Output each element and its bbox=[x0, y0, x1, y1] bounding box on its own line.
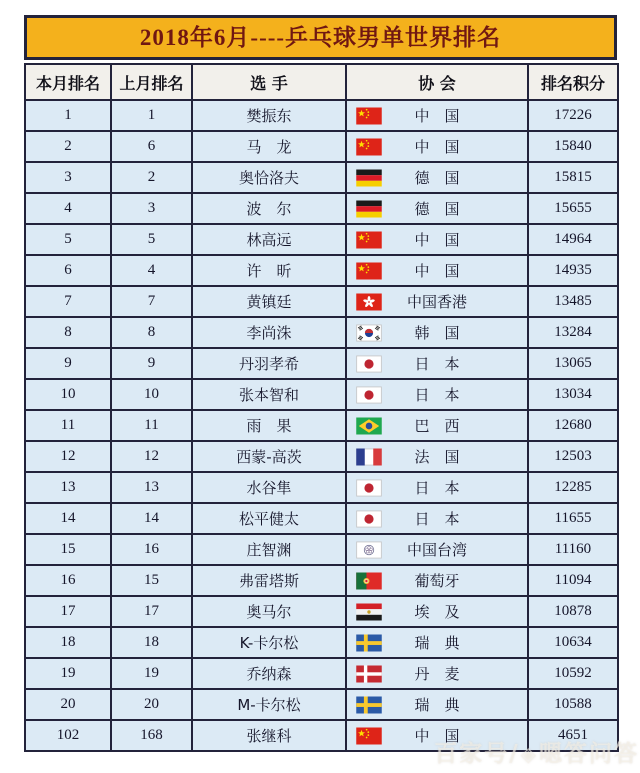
table-row bbox=[25, 441, 618, 472]
association-cell bbox=[346, 503, 528, 534]
rank-cell: 16 bbox=[25, 565, 111, 596]
player-cell: 马 龙 bbox=[192, 131, 346, 162]
column-header-previous-rank: 上月排名 bbox=[111, 64, 192, 100]
table-row bbox=[25, 627, 618, 658]
association-cell bbox=[346, 224, 528, 255]
prev-rank-cell: 5 bbox=[111, 224, 192, 255]
points-cell: 10878 bbox=[528, 596, 618, 627]
china-flag-icon bbox=[356, 231, 382, 248]
japan-flag-icon bbox=[356, 510, 382, 527]
association-cell bbox=[346, 379, 528, 410]
baijiahao-logo-icon: ◈ bbox=[520, 742, 538, 766]
association-name: 中国香港 bbox=[406, 293, 467, 311]
rank-cell: 11 bbox=[25, 410, 111, 441]
egypt-flag-icon bbox=[356, 603, 382, 620]
rank-cell: 18 bbox=[25, 627, 111, 658]
prev-rank-cell: 19 bbox=[111, 658, 192, 689]
association-cell bbox=[346, 565, 528, 596]
association-cell bbox=[346, 286, 528, 317]
column-header-player: 选 手 bbox=[192, 64, 346, 100]
prev-rank-cell: 12 bbox=[111, 441, 192, 472]
points-cell: 11160 bbox=[528, 534, 618, 565]
association-cell bbox=[346, 317, 528, 348]
player-cell: 庄智渊 bbox=[192, 534, 346, 565]
player-cell: 水谷隼 bbox=[192, 472, 346, 503]
player-cell: M-卡尔松 bbox=[192, 689, 346, 720]
table-row bbox=[25, 565, 618, 596]
rank-cell: 6 bbox=[25, 255, 111, 286]
association-name: 日 本 bbox=[414, 386, 460, 404]
china-flag-icon bbox=[356, 262, 382, 279]
table-row bbox=[25, 255, 618, 286]
association-cell bbox=[346, 348, 528, 379]
france-flag-icon bbox=[356, 448, 382, 465]
rank-cell: 7 bbox=[25, 286, 111, 317]
china-flag-icon bbox=[356, 138, 382, 155]
china-flag-icon bbox=[356, 727, 382, 744]
table-row bbox=[25, 162, 618, 193]
ranking-table-header bbox=[25, 64, 618, 100]
association-name: 中 国 bbox=[414, 727, 460, 745]
player-cell: 奥马尔 bbox=[192, 596, 346, 627]
association-name: 中 国 bbox=[414, 138, 460, 156]
rank-cell: 9 bbox=[25, 348, 111, 379]
player-cell: 波 尔 bbox=[192, 193, 346, 224]
points-cell: 10588 bbox=[528, 689, 618, 720]
points-cell: 15655 bbox=[528, 193, 618, 224]
korea-flag-icon bbox=[356, 324, 382, 341]
rank-cell: 19 bbox=[25, 658, 111, 689]
player-cell: 黄镇廷 bbox=[192, 286, 346, 317]
association-name: 中 国 bbox=[414, 107, 460, 125]
association-name: 瑞 典 bbox=[414, 696, 460, 714]
table-row bbox=[25, 317, 618, 348]
association-name: 埃 及 bbox=[414, 603, 460, 621]
player-cell: 李尚洙 bbox=[192, 317, 346, 348]
association-name: 韩 国 bbox=[414, 324, 460, 342]
prev-rank-cell: 20 bbox=[111, 689, 192, 720]
player-cell: 松平健太 bbox=[192, 503, 346, 534]
player-cell: 弗雷塔斯 bbox=[192, 565, 346, 596]
prev-rank-cell: 4 bbox=[111, 255, 192, 286]
association-cell bbox=[346, 627, 528, 658]
association-cell bbox=[346, 162, 528, 193]
rank-cell: 12 bbox=[25, 441, 111, 472]
points-cell: 10592 bbox=[528, 658, 618, 689]
japan-flag-icon bbox=[356, 355, 382, 372]
table-row bbox=[25, 224, 618, 255]
rank-cell: 2 bbox=[25, 131, 111, 162]
association-name: 法 国 bbox=[414, 448, 460, 466]
association-name: 日 本 bbox=[414, 510, 460, 528]
prev-rank-cell: 17 bbox=[111, 596, 192, 627]
association-cell bbox=[346, 441, 528, 472]
association-cell bbox=[346, 100, 528, 131]
watermark-account: 嗯答问答 bbox=[539, 741, 639, 767]
table-row bbox=[25, 131, 618, 162]
table-row bbox=[25, 503, 618, 534]
rank-cell: 20 bbox=[25, 689, 111, 720]
table-row bbox=[25, 720, 618, 751]
watermark-prefix: 百家号/ bbox=[434, 741, 520, 767]
table-row bbox=[25, 534, 618, 565]
association-cell bbox=[346, 596, 528, 627]
ranking-table-body bbox=[25, 100, 618, 751]
prev-rank-cell: 16 bbox=[111, 534, 192, 565]
prev-rank-cell: 9 bbox=[111, 348, 192, 379]
player-cell: 樊振东 bbox=[192, 100, 346, 131]
table-row bbox=[25, 286, 618, 317]
association-name: 日 本 bbox=[414, 355, 460, 373]
china-flag-icon bbox=[356, 107, 382, 124]
player-cell: 张本智和 bbox=[192, 379, 346, 410]
table-title: 2018年6月----乒乓球男单世界排名 bbox=[139, 25, 502, 50]
points-cell: 12285 bbox=[528, 472, 618, 503]
association-name: 巴 西 bbox=[414, 417, 460, 435]
ranking-panel bbox=[24, 15, 617, 752]
prev-rank-cell: 13 bbox=[111, 472, 192, 503]
prev-rank-cell: 11 bbox=[111, 410, 192, 441]
points-cell: 13485 bbox=[528, 286, 618, 317]
association-name: 瑞 典 bbox=[414, 634, 460, 652]
association-name: 日 本 bbox=[414, 479, 460, 497]
association-cell bbox=[346, 720, 528, 751]
portugal-flag-icon bbox=[356, 572, 382, 589]
table-row bbox=[25, 596, 618, 627]
association-cell bbox=[346, 255, 528, 286]
denmark-flag-icon bbox=[356, 665, 382, 682]
table-title-bar bbox=[24, 15, 617, 60]
rank-cell: 15 bbox=[25, 534, 111, 565]
association-cell bbox=[346, 472, 528, 503]
player-cell: 丹羽孝希 bbox=[192, 348, 346, 379]
association-cell bbox=[346, 534, 528, 565]
table-row bbox=[25, 100, 618, 131]
rank-cell: 14 bbox=[25, 503, 111, 534]
prev-rank-cell: 15 bbox=[111, 565, 192, 596]
points-cell: 15840 bbox=[528, 131, 618, 162]
sweden-flag-icon bbox=[356, 696, 382, 713]
player-cell: 林高远 bbox=[192, 224, 346, 255]
table-row bbox=[25, 410, 618, 441]
prev-rank-cell: 8 bbox=[111, 317, 192, 348]
brazil-flag-icon bbox=[356, 417, 382, 434]
prev-rank-cell: 18 bbox=[111, 627, 192, 658]
rank-cell: 102 bbox=[25, 720, 111, 751]
points-cell: 4651 bbox=[528, 720, 618, 751]
hongkong-flag-icon bbox=[356, 293, 382, 310]
association-cell bbox=[346, 131, 528, 162]
association-cell bbox=[346, 658, 528, 689]
table-row bbox=[25, 472, 618, 503]
points-cell: 17226 bbox=[528, 100, 618, 131]
germany-flag-icon bbox=[356, 200, 382, 217]
points-cell: 12503 bbox=[528, 441, 618, 472]
association-name: 中 国 bbox=[414, 231, 460, 249]
prev-rank-cell: 14 bbox=[111, 503, 192, 534]
prev-rank-cell: 10 bbox=[111, 379, 192, 410]
points-cell: 14964 bbox=[528, 224, 618, 255]
ranking-table bbox=[24, 63, 619, 752]
table-row bbox=[25, 658, 618, 689]
column-header-current-rank: 本月排名 bbox=[25, 64, 111, 100]
table-row bbox=[25, 689, 618, 720]
player-cell: 乔纳森 bbox=[192, 658, 346, 689]
rank-cell: 1 bbox=[25, 100, 111, 131]
player-cell: 雨 果 bbox=[192, 410, 346, 441]
association-cell bbox=[346, 410, 528, 441]
table-row bbox=[25, 348, 618, 379]
association-name: 中国台湾 bbox=[406, 541, 467, 559]
column-header-points: 排名积分 bbox=[528, 64, 618, 100]
sweden-flag-icon bbox=[356, 634, 382, 651]
germany-flag-icon bbox=[356, 169, 382, 186]
points-cell: 10634 bbox=[528, 627, 618, 658]
prev-rank-cell: 7 bbox=[111, 286, 192, 317]
japan-flag-icon bbox=[356, 479, 382, 496]
points-cell: 15815 bbox=[528, 162, 618, 193]
association-name: 丹 麦 bbox=[414, 665, 460, 683]
player-cell: K-卡尔松 bbox=[192, 627, 346, 658]
rank-cell: 13 bbox=[25, 472, 111, 503]
prev-rank-cell: 168 bbox=[111, 720, 192, 751]
rank-cell: 5 bbox=[25, 224, 111, 255]
player-cell: 张继科 bbox=[192, 720, 346, 751]
association-cell bbox=[346, 193, 528, 224]
points-cell: 14935 bbox=[528, 255, 618, 286]
rank-cell: 3 bbox=[25, 162, 111, 193]
association-name: 德 国 bbox=[414, 200, 460, 218]
points-cell: 13034 bbox=[528, 379, 618, 410]
taipei-flag-icon bbox=[356, 541, 382, 558]
table-row bbox=[25, 193, 618, 224]
japan-flag-icon bbox=[356, 386, 382, 403]
table-row bbox=[25, 379, 618, 410]
rank-cell: 8 bbox=[25, 317, 111, 348]
points-cell: 13065 bbox=[528, 348, 618, 379]
association-name: 德 国 bbox=[414, 169, 460, 187]
rank-cell: 4 bbox=[25, 193, 111, 224]
prev-rank-cell: 6 bbox=[111, 131, 192, 162]
rank-cell: 17 bbox=[25, 596, 111, 627]
prev-rank-cell: 1 bbox=[111, 100, 192, 131]
association-name: 葡萄牙 bbox=[414, 572, 460, 590]
points-cell: 11655 bbox=[528, 503, 618, 534]
prev-rank-cell: 2 bbox=[111, 162, 192, 193]
points-cell: 13284 bbox=[528, 317, 618, 348]
association-name: 中 国 bbox=[414, 262, 460, 280]
player-cell: 许 昕 bbox=[192, 255, 346, 286]
association-cell bbox=[346, 689, 528, 720]
prev-rank-cell: 3 bbox=[111, 193, 192, 224]
player-cell: 奥恰洛夫 bbox=[192, 162, 346, 193]
column-header-association: 协 会 bbox=[346, 64, 528, 100]
header-row bbox=[25, 64, 618, 100]
points-cell: 11094 bbox=[528, 565, 618, 596]
rank-cell: 10 bbox=[25, 379, 111, 410]
points-cell: 12680 bbox=[528, 410, 618, 441]
player-cell: 西蒙-高茨 bbox=[192, 441, 346, 472]
